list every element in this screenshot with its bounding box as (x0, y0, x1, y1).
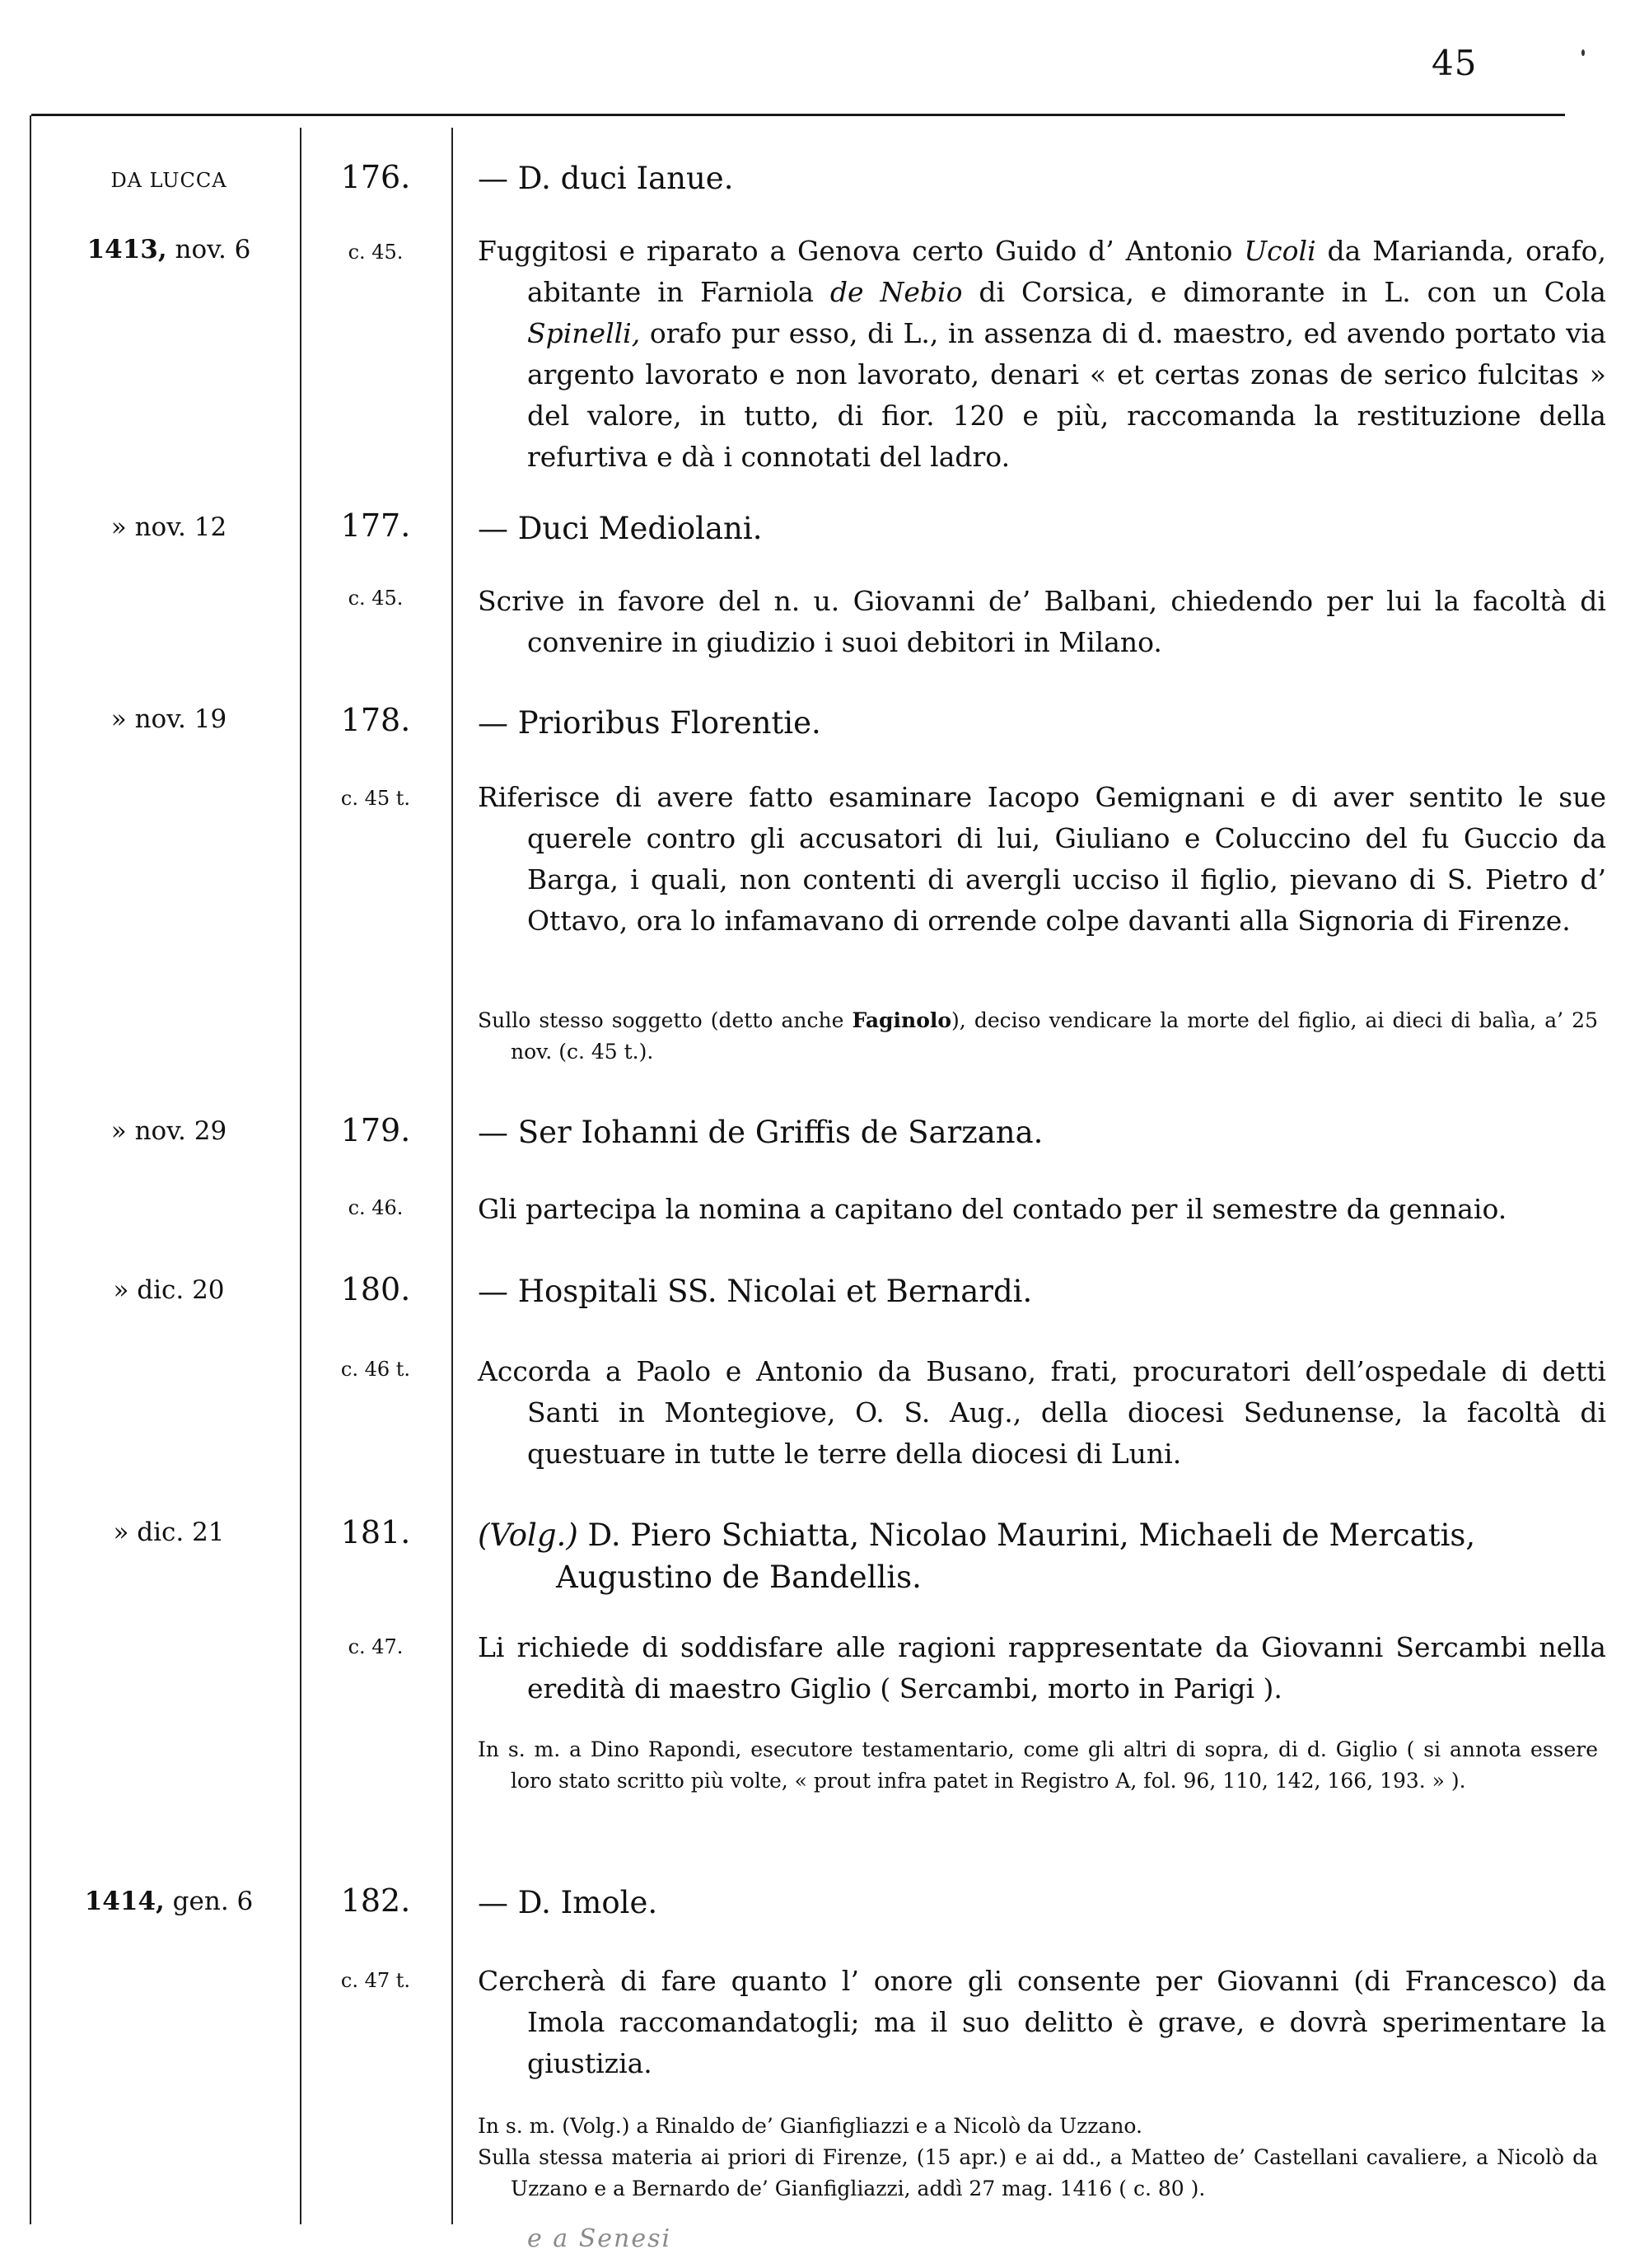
entry-title (478, 1274, 1561, 1309)
note-text: Sullo stesso soggetto (detto anche (478, 1008, 853, 1032)
entry-carta: c. 45. (348, 587, 404, 610)
entry-summary: Gli partecipa la nomina a capitano del contado per il semestre da gennaio. (478, 1193, 1507, 1225)
entry-date (49, 1887, 288, 1916)
header-rule (31, 114, 1565, 116)
entry-date: » nov. 12 (110, 512, 227, 542)
running-header-label: DA LUCCA (110, 169, 227, 192)
summary-text: Fuggitosi e riparato a Genova certo Guido d’ Antonio (478, 235, 1245, 267)
ink-speck (1581, 49, 1585, 56)
entry-summary: Cercherà di fare quanto l’ onore gli consente per Giovanni (di Francesco) da Imola raccomandatogli; ma il suo delitto è grave, e dovrà sperimentare la giustizia. (478, 1965, 1606, 2079)
entry-number: 178. (340, 702, 411, 738)
entry-date (49, 235, 288, 264)
note-text: ), deciso vendicare la morte del figlio, ai dieci di balìa, a’ 25 nov. (c. 45 t.). (511, 1008, 1598, 1064)
summary-italic-name: Ucoli (1244, 235, 1316, 267)
entry-number: 177. (340, 507, 411, 544)
page-number: 45 (1432, 43, 1478, 83)
number-column-divider (451, 128, 453, 2224)
entry-carta: c. 47. (348, 1635, 404, 1658)
entry-title-continued: Augustino de Bandellis. (556, 1560, 922, 1595)
entry-number: 180. (340, 1271, 411, 1307)
addressee: D. Imole. (517, 1885, 658, 1920)
summary-text: di Corsica, e dimorante in L. con un Cola (962, 276, 1606, 308)
entry-number: 181. (340, 1514, 411, 1550)
entry-title (478, 161, 1561, 196)
addressee: Prioribus Florentie. (517, 705, 821, 741)
date-column-divider (300, 128, 301, 2224)
entry-carta: c. 46. (348, 1196, 404, 1219)
entry-carta: c. 45 t. (340, 787, 411, 810)
title-dash: — (478, 705, 518, 741)
left-border-line (30, 115, 31, 2224)
entry-summary: Scrive in favore del n. u. Giovanni de’ Balbani, chiedendo per lui la facoltà di convenire in giudizio i suoi debitori in Milano. (478, 585, 1606, 658)
entry-title (478, 1885, 1561, 1920)
addressees: D. Piero Schiatta, Nicolao Maurini, Michaeli de Mercatis, (577, 1517, 1476, 1553)
entry-title (478, 511, 1561, 546)
entry-number: 176. (340, 159, 411, 195)
summary-italic-name: Spinelli, (527, 317, 641, 349)
entry-date: » nov. 19 (110, 704, 227, 734)
entry-summary: Riferisce di avere fatto esaminare Iacopo Gemignani e di aver sentito le sue querele contro gli accusatori di lui, Giuliano e Coluccino del fu Guccio da Barga, i quali, non contenti di avergli ucciso il figlio, pievano di S. Pietro d’ Ottavo, ora lo infamavano di orrende colpe davanti alla Signoria di Firenze. (478, 781, 1606, 937)
entry-day: gen. 6 (164, 1887, 254, 1916)
title-dash: — (478, 1274, 518, 1309)
title-dash: — (478, 161, 518, 196)
addressee: D. duci Ianue. (517, 161, 734, 196)
summary-italic-place: de Nebio (829, 276, 963, 308)
entry-date: » dic. 20 (113, 1275, 225, 1305)
entry-note: In s. m. (Volg.) a Rinaldo de’ Gianfigliazzi e a Nicolò da Uzzano. (478, 2114, 1142, 2138)
addressee: Hospitali SS. Nicolai et Bernardi. (517, 1274, 1033, 1309)
entry-number: 182. (340, 1882, 411, 1919)
title-dash: — (478, 1885, 518, 1920)
entry-title (478, 1517, 1561, 1553)
entry-day: nov. 6 (166, 235, 251, 264)
volgare-marker: (Volg.) (478, 1517, 578, 1553)
entry-title (478, 1115, 1561, 1150)
entry-year: 1413, (86, 235, 167, 264)
addressee: Duci Mediolani. (517, 511, 763, 546)
entry-summary (478, 231, 1606, 478)
addressee: Ser Iohanni de Griffis de Sarzana. (517, 1115, 1044, 1150)
summary-text: orafo pur esso, di L., in assenza di d. maestro, ed avendo portato via argento lavorato e non lavorato, denari « et certas zonas de serico fulcitas » del valore, in tutto, di fior. 120 e più, raccomanda la restituzione della refurtiva e dà i connotati del ladro. (527, 317, 1606, 473)
note-bold-name: Faginolo (852, 1008, 952, 1032)
entry-year: 1414, (84, 1887, 165, 1916)
entry-title (478, 705, 1561, 741)
entry-date: » nov. 29 (110, 1116, 227, 1146)
entry-number: 179. (340, 1112, 411, 1148)
entry-carta: c. 47 t. (340, 1969, 411, 1992)
entry-summary: Accorda a Paolo e Antonio da Busano, frati, procuratori dell’ospedale di detti Santi in Montegiove, O. S. Aug., della diocesi Sedunense, la facoltà di questuare in tutte le terre della diocesi di Luni. (478, 1355, 1606, 1470)
title-dash: — (478, 1115, 518, 1150)
summary-text: da Marianda, orafo, abitante in Farniola (527, 235, 1606, 308)
entry-note-2: Sulla stessa materia ai priori di Firenze, (15 apr.) e ai dd., a Matteo de’ Castellani cavaliere, a Nicolò da Uzzano e a Bernardo de’ Gianfigliazzi, addì 27 mag. 1416 ( c. 80 ). (478, 2145, 1598, 2200)
entry-carta: c. 46 t. (340, 1358, 411, 1381)
entry-carta: c. 45. (348, 241, 404, 264)
margin-handwriting: e a Senesi (527, 2224, 672, 2253)
entry-date: » dic. 21 (113, 1517, 225, 1547)
entry-note (478, 1005, 1598, 1068)
title-dash: — (478, 511, 518, 546)
entry-summary: Li richiede di soddisfare alle ragioni rappresentate da Giovanni Sercambi nella eredità di maestro Giglio ( Sercambi, morto in Parigi ). (478, 1631, 1606, 1705)
entry-note: In s. m. a Dino Rapondi, esecutore testamentario, come gli altri di sopra, di d. Giglio ( si annota essere loro stato scritto più volte, « prout infra patet in Registro A, fol. 96, 110, 142, 166, 193. » ). (478, 1737, 1598, 1793)
